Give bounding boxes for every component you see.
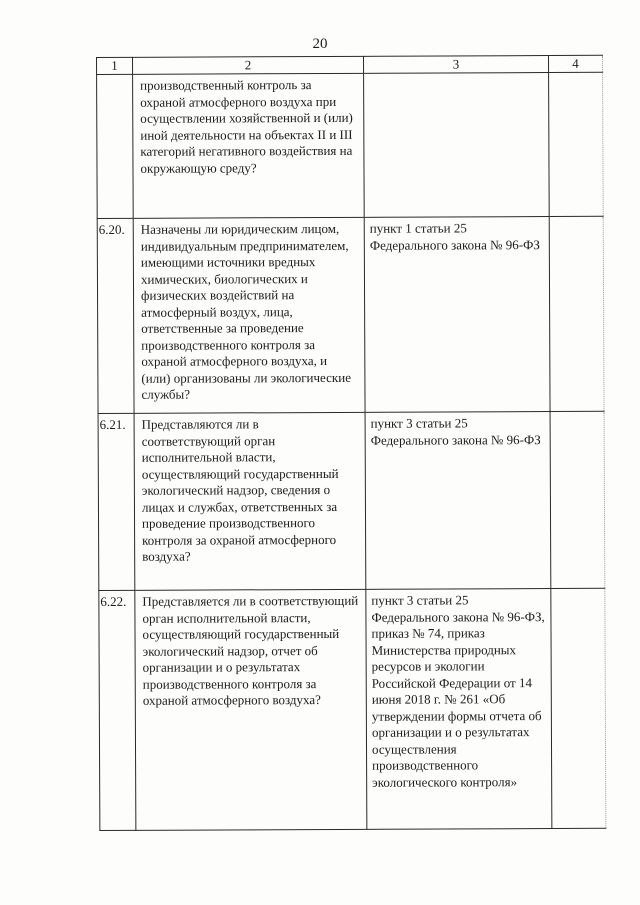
table-row [97, 216, 604, 413]
row-number: 6.21. [98, 413, 135, 590]
row-source: пункт 3 статьи 25 Федерального закона № 96-ФЗ [365, 412, 551, 590]
row-number: 6.22. [99, 590, 136, 830]
checklist-table-wrapper [96, 55, 606, 831]
column-header-source: 3 [363, 56, 548, 74]
checklist-table [96, 55, 606, 831]
table-row [99, 588, 606, 830]
page-number: 20 [312, 36, 328, 52]
row-source: пункт 3 статьи 25 Федерального закона № 96-ФЗ, приказ № 74, приказ Министерства природных ресурсов и экологии Российской Федерации от 14 июня 2018 г. № 261 «Об утверждении формы отчета об организации и о результатах осуществления производственного экологического контроля» [366, 589, 552, 830]
table-header-row [97, 55, 603, 74]
row-source [364, 73, 550, 218]
row-number [97, 74, 134, 218]
row-question: производственный контроль за охраной атмосферного воздуха при осуществлении хозяйственной и (или) иной деятельности на объектах II и III категорий негативного воздействия на окружающую среду? [133, 73, 365, 218]
row-question: Представляются ли в соответствующий орган исполнительной власти, осуществляющий государственный экологический надзор, сведения о лицах и службах, ответственных за проведение производственного контроля за охраной атмосферного воздуха? [134, 412, 366, 590]
table-row [97, 72, 604, 218]
row-notes [549, 216, 604, 411]
row-source: пункт 1 статьи 25 Федерального закона № 96-ФЗ [364, 217, 550, 413]
row-question: Назначены ли юридическим лицом, индивидуальным предпринимателем, имеющими источники вредных химических, биологических и физических воздействий на атмосферный воздух, лица, ответственные за проведение производственного контроля за охраной атмосферного воздуха, и (или) организованы ли экологические службы? [133, 217, 365, 413]
column-header-notes: 4 [548, 55, 602, 72]
row-notes [550, 411, 605, 588]
column-header-question: 2 [133, 56, 364, 74]
row-number: 6.20. [97, 218, 134, 413]
table-row [98, 411, 605, 590]
column-header-number: 1 [97, 57, 133, 74]
row-question: Представляется ли в соответствующий орган исполнительной власти, осуществляющий государственный экологический надзор, отчет об организации и о результатах производственного контроля за охраной атмосферного воздуха? [135, 589, 367, 830]
row-notes [551, 588, 606, 828]
row-notes [549, 72, 604, 216]
